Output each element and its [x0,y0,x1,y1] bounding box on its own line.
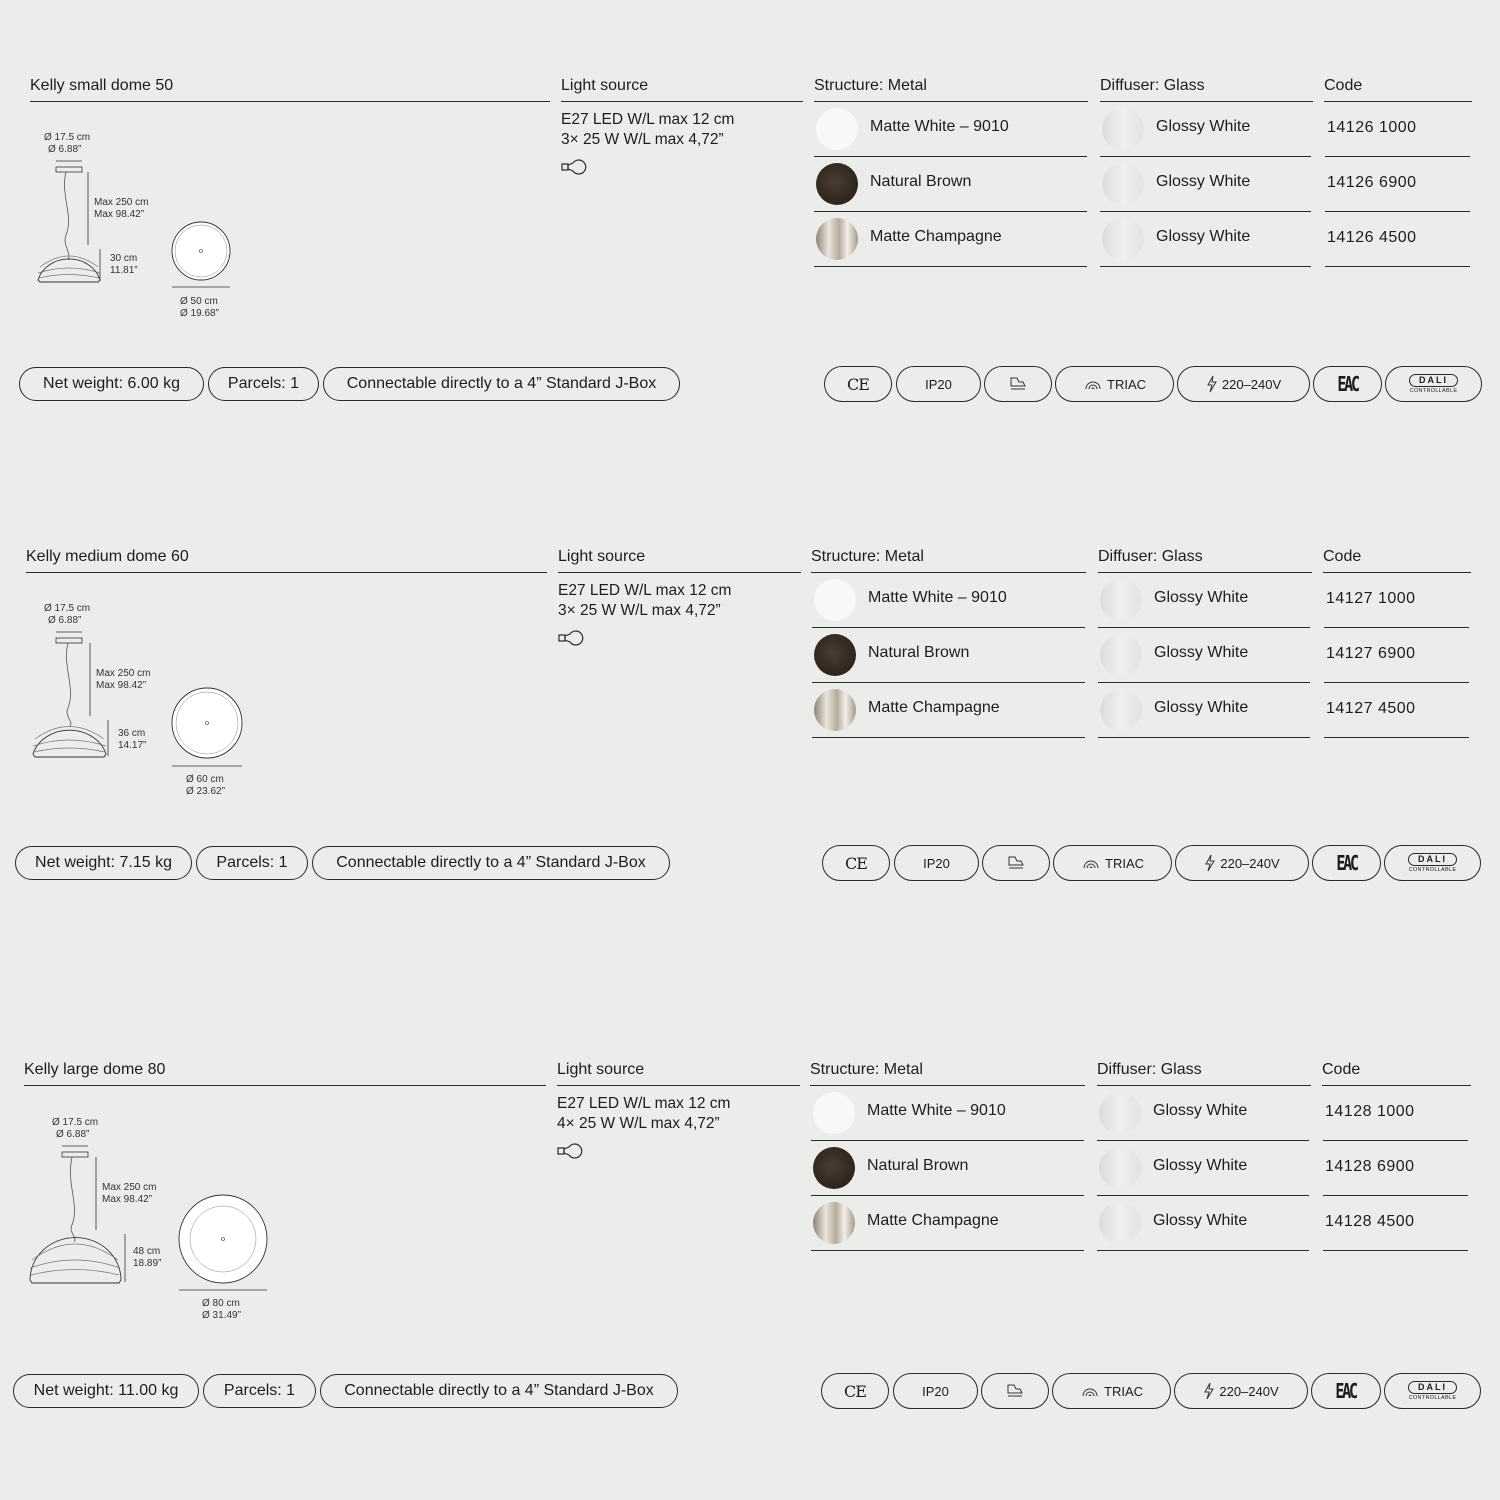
diffuser-row: Glossy White [1098,573,1310,628]
code-row: 14127 4500 [1324,683,1469,738]
code-row: 14128 4500 [1323,1196,1468,1251]
svg-text:18.89”: 18.89” [133,1258,162,1269]
diffuser-header: Diffuser: Glass [1097,1061,1311,1086]
eac-badge [1311,1373,1381,1409]
svg-text:Max 250 cm: Max 250 cm [96,668,151,679]
structure-header: Structure: Metal [814,77,1088,102]
indoor-use-badge [982,845,1050,881]
glossy-white-swatch [1100,634,1142,676]
bulb-icon [558,630,586,646]
diffuser-row: Glossy White [1097,1086,1309,1141]
svg-text:Max 98.42”: Max 98.42” [94,209,145,220]
lightning-icon [1206,375,1218,393]
product-name: Kelly medium dome 60 [26,548,547,573]
light-source-spec: E27 LED W/L max 12 cm 4× 25 W W/L max 4,72” [557,1095,731,1132]
net-weight-pill: Net weight: 7.15 kg [15,846,192,880]
dimmer-icon [1080,1384,1100,1398]
code-row: 14127 1000 [1324,573,1469,628]
code-header: Code [1322,1061,1471,1086]
dali-icon: DALI CONTROLLABLE [1408,853,1457,873]
voltage-badge: 220–240V [1175,845,1309,881]
svg-text:Max 250 cm: Max 250 cm [94,197,149,208]
diffuser-row: Glossy White [1097,1141,1309,1196]
voltage-badge: 220–240V [1177,366,1310,402]
bulb-icon [557,1143,585,1159]
triac-badge: TRIAC [1055,366,1174,402]
svg-text:Ø 23.62”: Ø 23.62” [186,786,225,797]
triac-badge: TRIAC [1052,1373,1171,1409]
lightning-icon [1203,1382,1215,1400]
svg-text:Ø 31.49”: Ø 31.49” [202,1310,241,1321]
structure-row: Matte Champagne [814,212,1087,267]
structure-row: Matte White – 9010 [811,1086,1084,1141]
product-section-medium [0,471,1500,875]
code-row: 14126 6900 [1325,157,1470,212]
ce-icon: CE [845,853,867,873]
svg-text:36 cm: 36 cm [118,728,146,739]
jbox-pill: Connectable directly to a 4” Standard J-Box [320,1374,678,1408]
matte-white-swatch [816,108,858,150]
ip-rating-badge: IP20 [896,366,981,402]
svg-text:Ø 17.5 cm: Ø 17.5 cm [52,1117,99,1128]
lightning-icon [1204,854,1216,872]
ce-icon: CE [847,374,869,394]
product-name: Kelly large dome 80 [24,1061,546,1086]
eac-badge [1313,366,1382,402]
natural-brown-swatch [813,1147,855,1189]
structure-row: Matte Champagne [811,1196,1084,1251]
structure-header: Structure: Metal [810,1061,1085,1086]
svg-text:30 cm: 30 cm [110,253,138,264]
diffuser-row: Glossy White [1100,212,1311,267]
indoor-use-badge [984,366,1052,402]
structure-row: Matte Champagne [812,683,1085,738]
svg-text:Ø 50 cm: Ø 50 cm [180,296,218,307]
ip-rating-badge: IP20 [893,1373,978,1409]
jbox-pill: Connectable directly to a 4” Standard J-Box [312,846,670,880]
structure-row: Natural Brown [811,1141,1084,1196]
glossy-white-swatch [1102,163,1144,205]
code-row: 14126 1000 [1325,102,1470,157]
product-name: Kelly small dome 50 [30,77,550,102]
matte-white-swatch [814,579,856,621]
parcels-pill: Parcels: 1 [196,846,308,880]
svg-text:Ø 6.88”: Ø 6.88” [48,144,82,155]
matte-champagne-swatch [813,1202,855,1244]
light-source-spec: E27 LED W/L max 12 cm 3× 25 W W/L max 4,72” [561,111,735,148]
structure-row: Matte White – 9010 [814,102,1087,157]
light-source-header: Light source [558,548,801,573]
glossy-white-swatch [1100,689,1142,731]
eac-badge [1312,845,1381,881]
natural-brown-swatch [814,634,856,676]
structure-header: Structure: Metal [811,548,1086,573]
ce-mark-badge [821,1373,889,1409]
svg-text:Ø 6.88”: Ø 6.88” [48,615,82,626]
dali-icon: DALI CONTROLLABLE [1409,374,1458,394]
glossy-white-swatch [1100,579,1142,621]
glossy-white-swatch [1099,1202,1141,1244]
svg-text:Ø 17.5 cm: Ø 17.5 cm [44,132,91,143]
light-source-header: Light source [557,1061,800,1086]
indoor-mark-icon [1005,1383,1025,1399]
structure-row: Natural Brown [814,157,1087,212]
indoor-mark-icon [1006,855,1026,871]
svg-text:Max 250 cm: Max 250 cm [102,1182,157,1193]
diffuser-row: Glossy White [1100,102,1311,157]
dimmer-icon [1081,856,1101,870]
glossy-white-swatch [1102,218,1144,260]
matte-champagne-swatch [816,218,858,260]
indoor-use-badge [981,1373,1049,1409]
diffuser-row: Glossy White [1097,1196,1309,1251]
light-source-header: Light source [561,77,803,102]
diffuser-row: Glossy White [1100,157,1311,212]
natural-brown-swatch [816,163,858,205]
voltage-badge: 220–240V [1174,1373,1308,1409]
svg-text:48 cm: 48 cm [133,1246,161,1257]
eac-icon: EAC [1337,372,1358,396]
diffuser-row: Glossy White [1098,628,1310,683]
eac-icon: EAC [1335,1379,1357,1403]
code-header: Code [1323,548,1471,573]
svg-text:14.17”: 14.17” [118,740,147,751]
lamp-dimension-diagram [26,1110,276,1325]
indoor-mark-icon [1008,376,1028,392]
triac-badge: TRIAC [1053,845,1172,881]
glossy-white-swatch [1102,108,1144,150]
net-weight-pill: Net weight: 11.00 kg [13,1374,199,1408]
bulb-icon [561,159,589,175]
parcels-pill: Parcels: 1 [208,367,319,401]
matte-champagne-swatch [814,689,856,731]
jbox-pill: Connectable directly to a 4” Standard J-Box [323,367,680,401]
svg-text:11.81”: 11.81” [110,265,138,276]
ce-mark-badge [822,845,890,881]
code-row: 14128 6900 [1323,1141,1468,1196]
eac-icon: EAC [1336,851,1357,875]
code-row: 14127 6900 [1324,628,1469,683]
light-source-spec: E27 LED W/L max 12 cm 3× 25 W W/L max 4,72” [558,582,732,619]
product-section-large [0,984,1500,1403]
diffuser-row: Glossy White [1098,683,1310,738]
ce-icon: CE [844,1381,866,1401]
structure-row: Natural Brown [812,628,1085,683]
matte-white-swatch [813,1092,855,1134]
diffuser-header: Diffuser: Glass [1098,548,1312,573]
glossy-white-swatch [1099,1147,1141,1189]
svg-text:Max 98.42”: Max 98.42” [96,680,147,691]
structure-row: Matte White – 9010 [812,573,1085,628]
code-row: 14126 4500 [1325,212,1470,267]
svg-text:Max 98.42”: Max 98.42” [102,1194,153,1205]
ce-mark-badge [824,366,892,402]
code-row: 14128 1000 [1323,1086,1468,1141]
net-weight-pill: Net weight: 6.00 kg [19,367,204,401]
product-section-small [0,0,1500,396]
dali-badge [1384,1373,1481,1409]
dali-badge [1385,366,1482,402]
lamp-dimension-diagram [30,125,270,325]
dimmer-icon [1083,377,1103,391]
dali-icon: DALI CONTROLLABLE [1408,1381,1457,1401]
svg-text:Ø 60 cm: Ø 60 cm [186,774,224,785]
svg-text:Ø 80 cm: Ø 80 cm [202,1298,240,1309]
lamp-dimension-diagram [30,596,270,806]
svg-text:Ø 17.5 cm: Ø 17.5 cm [44,603,91,614]
glossy-white-swatch [1099,1092,1141,1134]
parcels-pill: Parcels: 1 [203,1374,316,1408]
svg-text:Ø 6.88”: Ø 6.88” [56,1129,90,1140]
code-header: Code [1324,77,1472,102]
ip-rating-badge: IP20 [894,845,979,881]
diffuser-header: Diffuser: Glass [1100,77,1313,102]
dali-badge [1384,845,1481,881]
svg-text:Ø 19.68”: Ø 19.68” [180,308,219,319]
